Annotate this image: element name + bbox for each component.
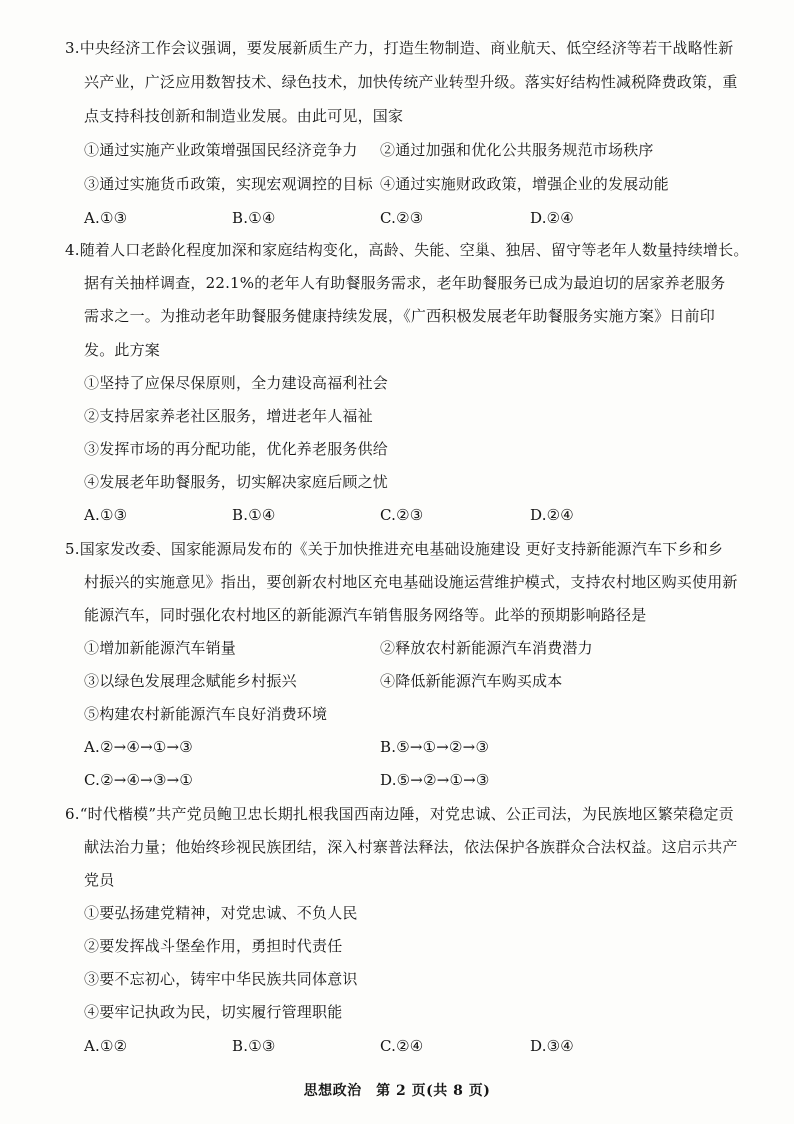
question-3-item-4: ④通过实施财政政策，增强企业的发展动能 — [380, 175, 669, 193]
question-5-option-b: B.⑤→①→②→③ — [380, 738, 490, 756]
question-5-option-d: D.⑤→②→①→③ — [380, 771, 490, 789]
question-6-stem-line-1: 6.“时代楷模”共产党员鲍卫忠长期扎根我国西南边陲，对党忠诚、公正司法，为民族地区繁荣稳定贡 — [65, 805, 734, 823]
question-6-item-3: ③要不忘初心，铸牢中华民族共同体意识 — [84, 970, 358, 988]
question-4-stem-line-3: 需求之一。为推动老年助餐服务健康持续发展，《广西积极发展老年助餐服务实施方案》日前印 — [84, 307, 715, 325]
question-3-stem-line-1: 3.中央经济工作会议强调，要发展新质生产力，打造生物制造、商业航天、低空经济等若干战略性新 — [65, 39, 734, 57]
question-6-stem-line-2: 献法治力量；他始终珍视民族团结，深入村寨普法释法，依法保护各族群众合法权益。这启示共产 — [84, 838, 738, 856]
question-4-option-d: D.②④ — [530, 506, 574, 524]
question-3-stem-line-3: 点支持科技创新和制造业发展。由此可见，国家 — [84, 107, 404, 125]
question-5-item-1: ①增加新能源汽车销量 — [84, 639, 237, 657]
question-4-item-4: ④发展老年助餐服务，切实解决家庭后顾之忧 — [84, 473, 389, 491]
page-footer: 思想政治 第 2 页(共 8 页) — [303, 1083, 491, 1099]
question-6-option-c: C.②④ — [380, 1037, 424, 1055]
question-4-option-a: A.①③ — [84, 506, 128, 524]
question-5-stem-line-2: 村振兴的实施意见》指出，要创新农村地区充电基础设施运营维护模式，支持农村地区购买使用新 — [84, 573, 738, 591]
question-3-option-b: B.①④ — [232, 209, 276, 227]
question-3-item-3: ③通过实施货币政策，实现宏观调控的目标 — [84, 175, 373, 193]
question-4-item-3: ③发挥市场的再分配功能，优化养老服务供给 — [84, 440, 389, 458]
question-6-option-d: D.③④ — [530, 1037, 574, 1055]
question-6-option-b: B.①③ — [232, 1037, 276, 1055]
question-6-item-1: ①要弘扬建党精神，对党忠诚、不负人民 — [84, 904, 358, 922]
question-6-option-a: A.①② — [84, 1037, 128, 1055]
question-4-stem-line-2: 据有关抽样调查，22.1%的老年人有助餐服务需求，老年助餐服务已成为最迫切的居家养老服务 — [84, 274, 726, 292]
question-3-option-d: D.②④ — [530, 209, 574, 227]
question-3-option-c: C.②③ — [380, 209, 424, 227]
question-5-option-a: A.②→④→①→③ — [84, 738, 193, 756]
question-4-item-2: ②支持居家养老社区服务，增进老年人福祉 — [84, 407, 373, 425]
question-3-item-1: ①通过实施产业政策增强国民经济竞争力 — [84, 141, 358, 159]
question-5-item-2: ②释放农村新能源汽车消费潜力 — [380, 639, 593, 657]
question-5-option-c: C.②→④→③→① — [84, 771, 194, 789]
question-6-stem-line-3: 党员 — [84, 871, 115, 889]
question-4-stem-line-4: 发。此方案 — [84, 341, 161, 359]
question-5-item-4: ④降低新能源汽车购买成本 — [380, 672, 563, 690]
question-4-option-c: C.②③ — [380, 506, 424, 524]
question-3-item-2: ②通过加强和优化公共服务规范市场秩序 — [380, 141, 654, 159]
question-5-stem-line-3: 能源汽车，同时强化农村地区的新能源汽车销售服务网络等。此举的预期影响路径是 — [84, 606, 647, 624]
question-6-item-2: ②要发挥战斗堡垒作用，勇担时代责任 — [84, 937, 343, 955]
question-5-item-3: ③以绿色发展理念赋能乡村振兴 — [84, 672, 297, 690]
question-5-item-5: ⑤构建农村新能源汽车良好消费环境 — [84, 705, 328, 723]
question-4-option-b: B.①④ — [232, 506, 276, 524]
question-5-stem-line-1: 5.国家发改委、国家能源局发布的《关于加快推进充电基础设施建设 更好支持新能源汽车下乡和乡 — [65, 540, 724, 558]
question-4-item-1: ①坚持了应保尽保原则，全力建设高福利社会 — [84, 374, 389, 392]
question-6-item-4: ④要牢记执政为民，切实履行管理职能 — [84, 1003, 343, 1021]
question-4-stem-line-1: 4.随着人口老龄化程度加深和家庭结构变化，高龄、失能、空巢、独居、留守等老年人数量持续增长。 — [65, 241, 749, 259]
question-3-stem-line-2: 兴产业，广泛应用数智技术、绿色技术，加快传统产业转型升级。落实好结构性减税降费政策，重 — [84, 73, 738, 91]
question-3-option-a: A.①③ — [84, 209, 128, 227]
